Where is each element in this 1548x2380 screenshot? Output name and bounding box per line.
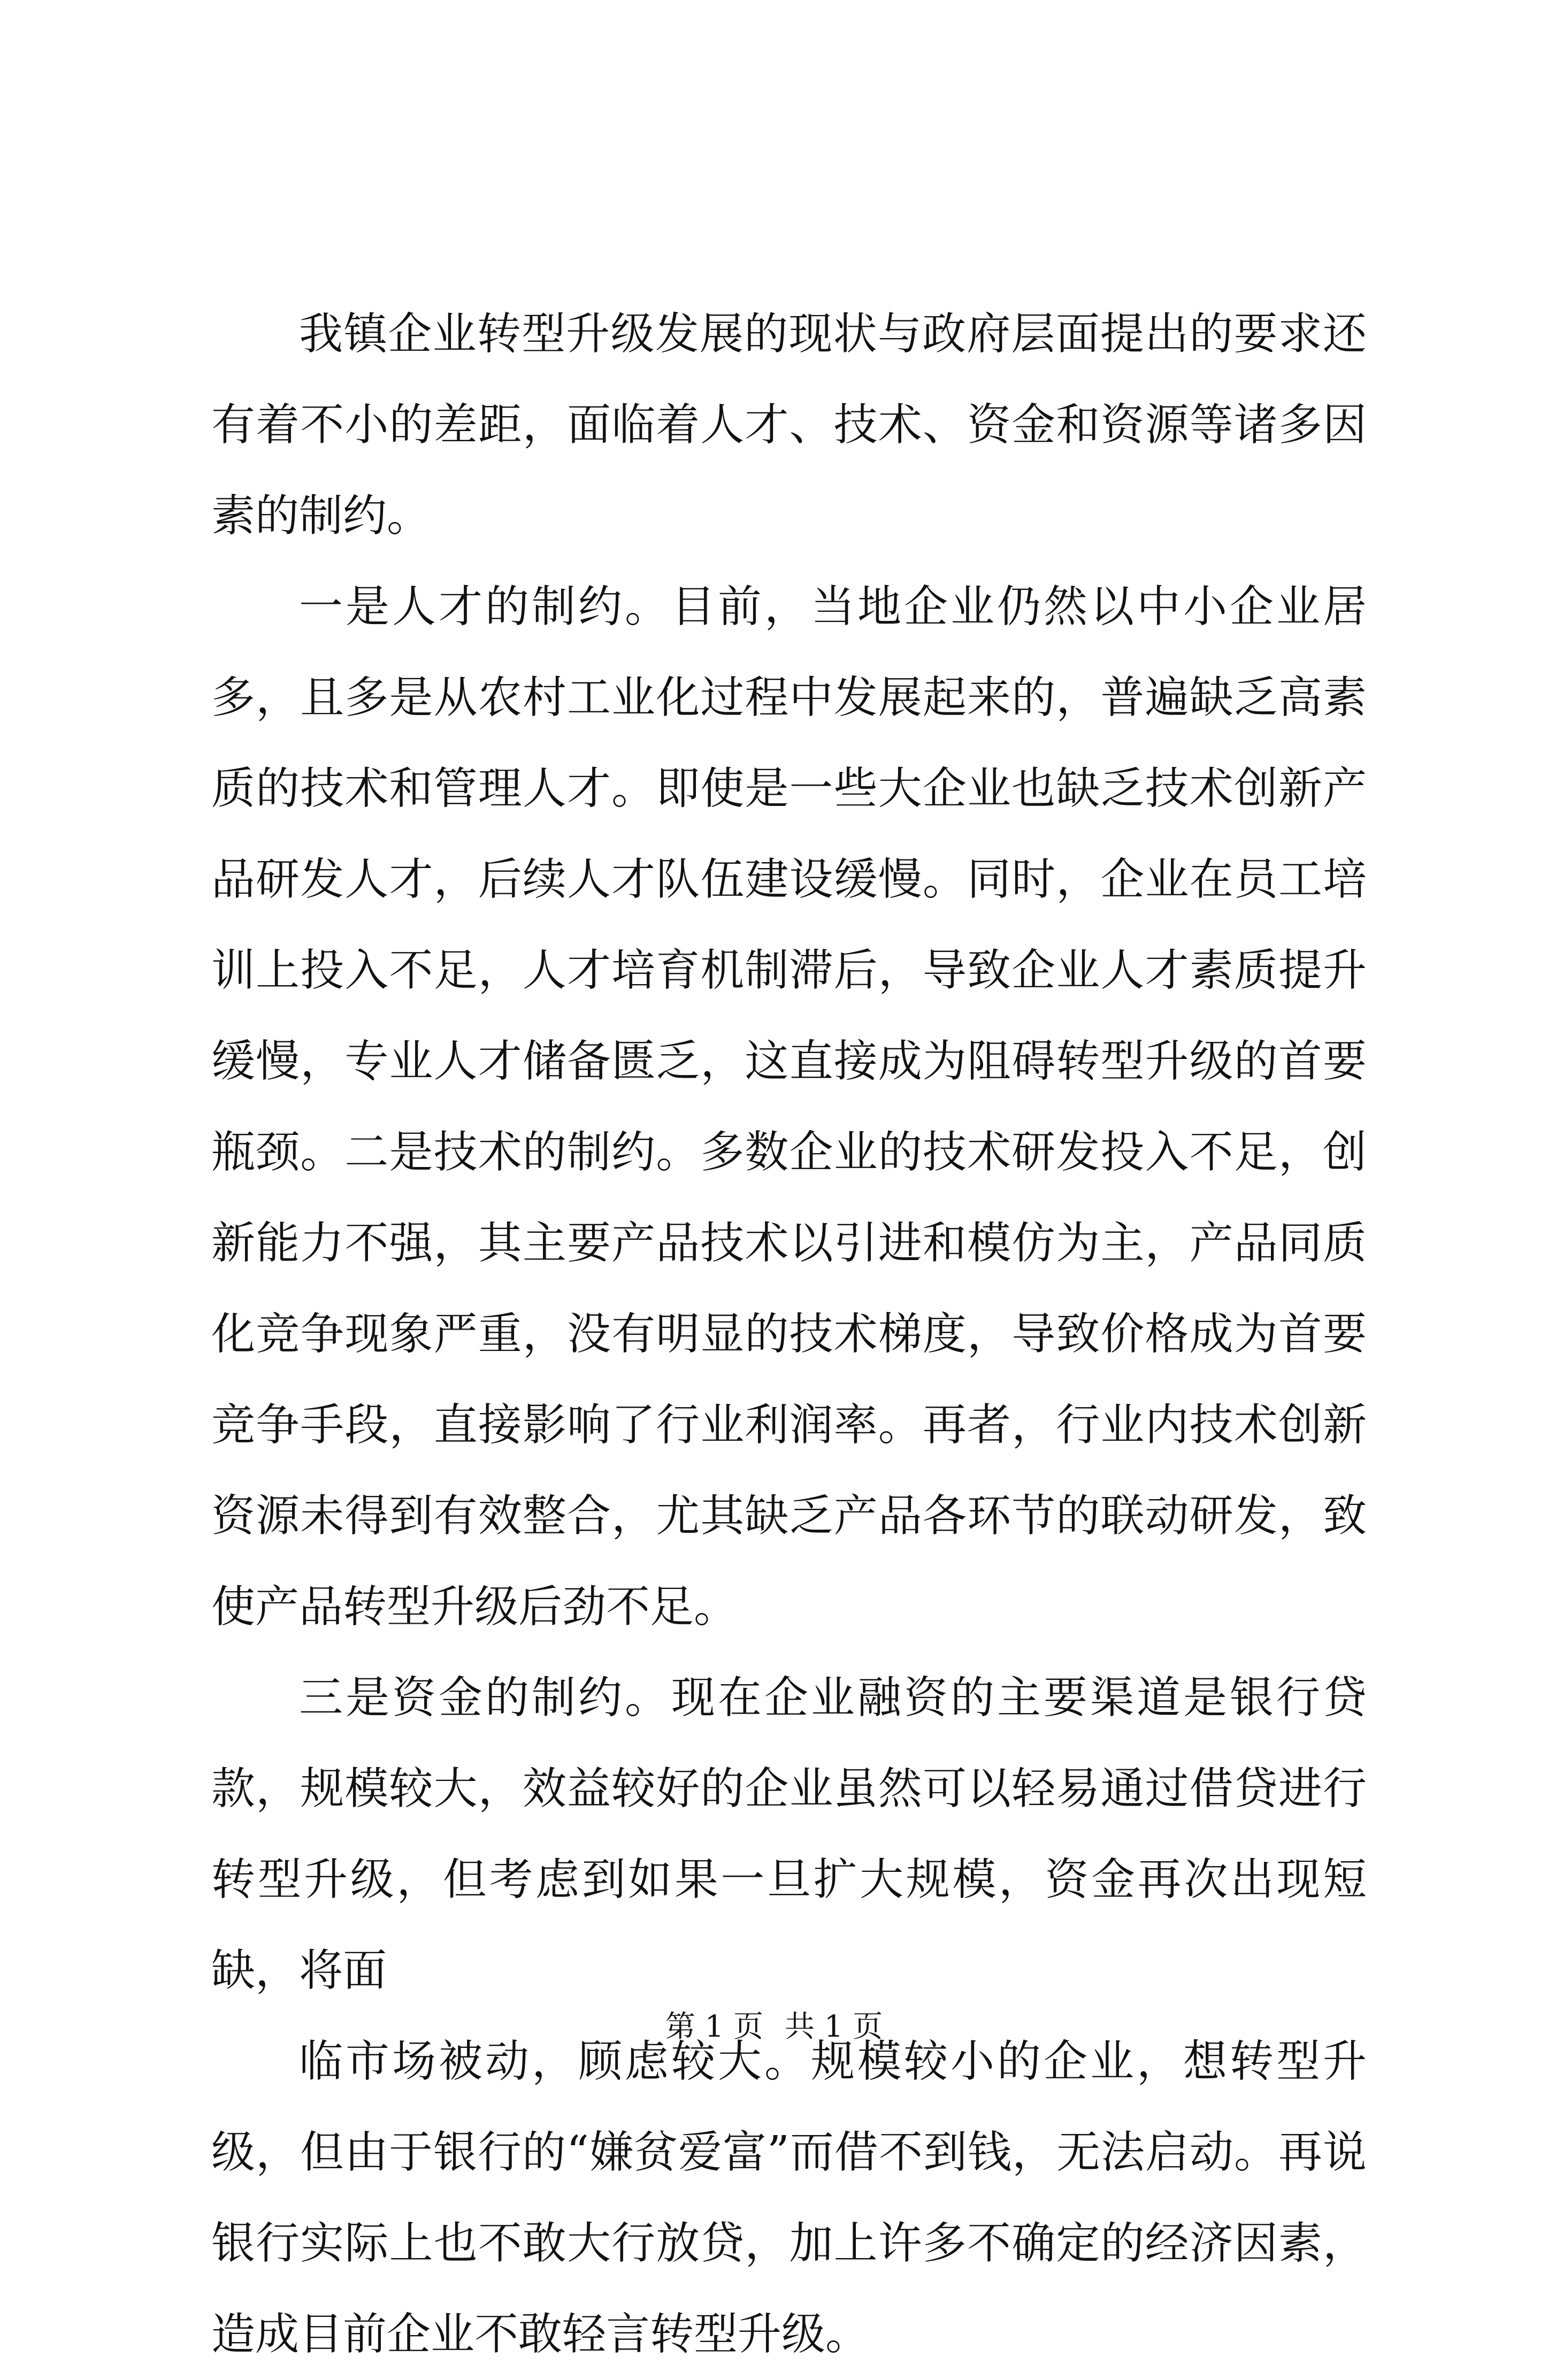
paragraph-capital: 三是资金的制约。现在企业融资的主要渠道是银行贷款，规模较大，效益较好的企业虽然可以轻易通过借贷进行转型升级，但考虑到如果一旦扩大规模，资金再次出现短缺，将面 [211,1672,1367,1996]
paragraph-intro: 我镇企业转型升级发展的现状与政府层面提出的要求还有着不小的差距，面临着人才、技术、资金和资源等诸多因素的制约。 [211,309,1367,541]
page-number-current: 第 1 页 [665,2009,763,2044]
paragraph-capital-continued: 临市场被动，顾虑较大。规模较小的企业，想转型升级，但由于银行的“嫌贫爱富”而借不到钱，无法启动。再说银行实际上也不敢大行放贷，加上许多不确定的经济因素，造成目前企业不敢轻言转型升级。 [211,2036,1367,2360]
page-footer [0,2008,1548,2046]
document-body [211,289,1367,2380]
page-number-total: 共 1 页 [785,2009,883,2044]
paragraph-talent-technology: 一是人才的制约。目前，当地企业仍然以中小企业居多，且多是从农村工业化过程中发展起来的，普遍缺乏高素质的技术和管理人才。即使是一些大企业也缺乏技术创新产品研发人才，后续人才队伍建设缓慢。同时，企业在员工培训上投入不足，人才培育机制滞后，导致企业人才素质提升缓慢，专业人才储备匮乏，这直接成为阻碍转型升级的首要瓶颈。二是技术的制约。多数企业的技术研发投入不足，创新能力不强，其主要产品技术以引进和模仿为主，产品同质化竞争现象严重，没有明显的技术梯度，导致价格成为首要竞争手段，直接影响了行业利润率。再者，行业内技术创新资源未得到有效整合，尤其缺乏产品各环节的联动研发，致使产品转型升级后劲不足。 [211,581,1367,1632]
